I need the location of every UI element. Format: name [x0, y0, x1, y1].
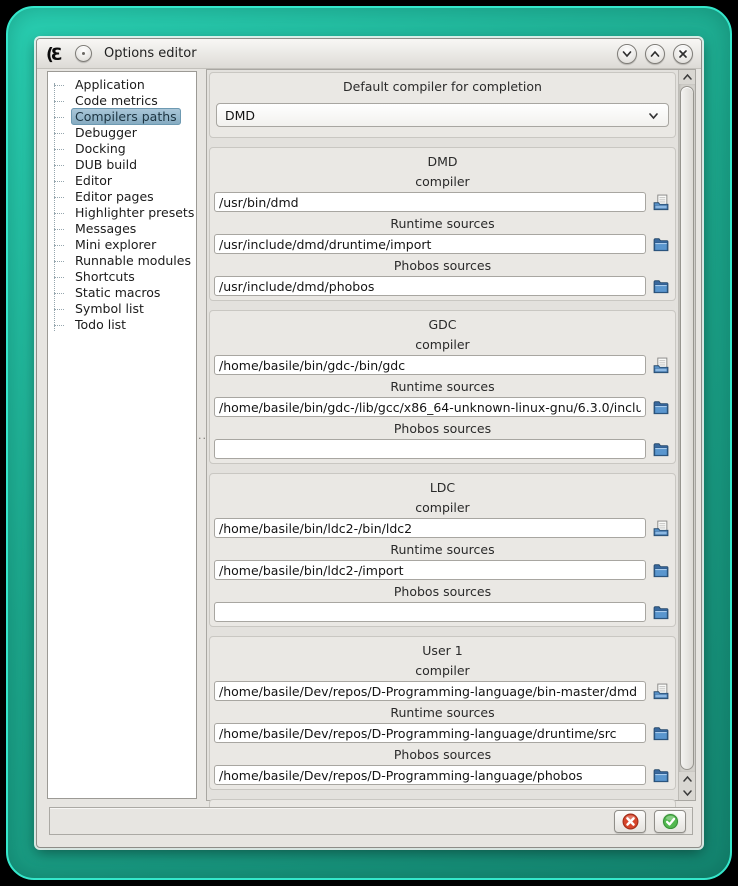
accept-button[interactable] [654, 810, 686, 833]
browse-folder-button[interactable] [651, 277, 670, 295]
sidebar-item-dub-build[interactable] [48, 157, 196, 173]
footer-box [49, 807, 693, 835]
sidebar-item-messages[interactable] [48, 221, 196, 237]
chevron-down-icon [621, 48, 633, 60]
sidebar-item-shortcuts[interactable] [48, 269, 196, 285]
coedit-logo-icon [45, 44, 69, 64]
field-row [214, 276, 671, 296]
field-row [214, 681, 671, 701]
user-1-compiler-input[interactable] [214, 681, 646, 701]
compiler-group-gdc [209, 310, 676, 464]
compilers-paths-panel [207, 70, 678, 800]
gdc-phobos-sources-input[interactable] [214, 439, 646, 459]
field-row [214, 192, 671, 212]
group-title: User 1 [422, 643, 463, 658]
scrollbar-thumb[interactable] [680, 86, 694, 770]
default-compiler-group [209, 72, 676, 138]
field-label-phobos-sources: Phobos sources [393, 421, 492, 436]
open-folder-icon [652, 399, 670, 416]
group-title: Default compiler for completion [343, 79, 542, 94]
open-folder-icon [652, 278, 670, 295]
field-row [214, 234, 671, 254]
dmd-runtime-sources-input[interactable] [214, 234, 646, 254]
minimize-button[interactable] [617, 44, 637, 64]
field-row [214, 355, 671, 375]
field-label-runtime-sources: Runtime sources [390, 705, 495, 720]
sidebar-item-highlighter-presets[interactable] [48, 205, 196, 221]
open-file-icon [652, 357, 670, 374]
chevron-up-icon [682, 72, 693, 82]
footer-bar [37, 805, 701, 847]
browse-file-button[interactable] [651, 356, 670, 374]
open-file-icon [652, 194, 670, 211]
open-folder-icon [652, 562, 670, 579]
sidebar-item-static-macros[interactable] [48, 285, 196, 301]
sidebar-item-label: Symbol list [75, 301, 144, 316]
sidebar-item-label: Debugger [75, 125, 137, 140]
field-label-compiler: compiler [415, 663, 470, 678]
browse-folder-button[interactable] [651, 766, 670, 784]
dmd-phobos-sources-input[interactable] [214, 276, 646, 296]
scroll-up-button-secondary[interactable] [679, 772, 695, 786]
categories-sidebar [47, 71, 197, 799]
chevron-up-icon [649, 48, 661, 60]
accept-icon [662, 813, 679, 830]
browse-folder-button[interactable] [651, 561, 670, 579]
dot-icon [82, 52, 85, 55]
sidebar-item-compilers-paths[interactable] [48, 109, 196, 125]
sidebar-item-docking[interactable] [48, 141, 196, 157]
field-row [214, 518, 671, 538]
compiler-group-dmd [209, 147, 676, 301]
options-editor-window [36, 38, 702, 848]
user-1-phobos-sources-input[interactable] [214, 765, 646, 785]
open-file-icon [652, 520, 670, 537]
vertical-scrollbar[interactable] [678, 70, 695, 800]
scroll-up-button[interactable] [679, 70, 695, 84]
browse-folder-button[interactable] [651, 398, 670, 416]
svg-text:(Ɛ: (Ɛ [46, 44, 60, 65]
cancel-icon [622, 813, 639, 830]
browse-folder-button[interactable] [651, 603, 670, 621]
browse-file-button[interactable] [651, 519, 670, 537]
ldc-runtime-sources-input[interactable] [214, 560, 646, 580]
sidebar-item-label: Mini explorer [75, 237, 157, 252]
default-compiler-select[interactable] [216, 103, 669, 127]
field-label-runtime-sources: Runtime sources [390, 379, 495, 394]
scrollbar-track[interactable] [679, 84, 695, 772]
sidebar-item-symbol-list[interactable] [48, 301, 196, 317]
sidebar-item-label: Highlighter presets [75, 205, 195, 220]
field-label-compiler: compiler [415, 174, 470, 189]
group-title: DMD [427, 154, 458, 169]
browse-folder-button[interactable] [651, 724, 670, 742]
sidebar-item-label: DUB build [75, 157, 138, 172]
chevron-down-icon [647, 109, 660, 122]
sidebar-item-label: Editor pages [75, 189, 154, 204]
sidebar-splitter[interactable] [197, 69, 206, 805]
compiler-group-user-1 [209, 636, 676, 790]
open-folder-icon [652, 767, 670, 784]
field-label-runtime-sources: Runtime sources [390, 542, 495, 557]
gdc-runtime-sources-input[interactable] [214, 397, 646, 417]
group-title: LDC [429, 480, 456, 495]
maximize-button[interactable] [645, 44, 665, 64]
chevron-up-icon [682, 774, 693, 784]
close-button[interactable] [673, 44, 693, 64]
open-folder-icon [652, 604, 670, 621]
sidebar-item-label: Messages [75, 221, 137, 236]
browse-file-button[interactable] [651, 193, 670, 211]
titlebar[interactable] [37, 39, 701, 69]
sidebar-item-label: Docking [75, 141, 126, 156]
field-row [214, 397, 671, 417]
sidebar-item-label: Application [75, 77, 145, 92]
sidebar-item-label: Todo list [75, 317, 127, 332]
cancel-button[interactable] [614, 810, 646, 833]
sidebar-item-runnable-modules[interactable] [48, 253, 196, 269]
sidebar-item-label: Code metrics [75, 93, 158, 108]
sidebar-item-editor-pages[interactable] [48, 189, 196, 205]
sidebar-item-label: Editor [75, 173, 112, 188]
sidebar-item-editor[interactable] [48, 173, 196, 189]
sidebar-item-todo-list[interactable] [48, 317, 196, 333]
sidebar-item-label: Static macros [75, 285, 161, 300]
scroll-down-button[interactable] [679, 786, 695, 800]
splitter-grip-icon: ·· [198, 432, 207, 445]
open-folder-icon [652, 725, 670, 742]
group-title: GDC [428, 317, 457, 332]
ldc-phobos-sources-input[interactable] [214, 602, 646, 622]
open-folder-icon [652, 236, 670, 253]
browse-folder-button[interactable] [651, 235, 670, 253]
field-row [214, 723, 671, 743]
field-row [214, 765, 671, 785]
open-folder-icon [652, 441, 670, 458]
sidebar-item-label: Runnable modules [75, 253, 191, 268]
user-1-runtime-sources-input[interactable] [214, 723, 646, 743]
selected-compiler: DMD [225, 107, 256, 123]
sidebar-item-mini-explorer[interactable] [48, 237, 196, 253]
browse-file-button[interactable] [651, 682, 670, 700]
sidebar-item-debugger[interactable] [48, 125, 196, 141]
gdc-compiler-input[interactable] [214, 355, 646, 375]
browse-folder-button[interactable] [651, 440, 670, 458]
field-row [214, 439, 671, 459]
sidebar-item-code-metrics[interactable] [48, 93, 196, 109]
window-menu-button[interactable] [75, 45, 92, 62]
compiler-group-ldc [209, 473, 676, 627]
field-row [214, 560, 671, 580]
categories-tree [48, 77, 196, 333]
open-file-icon [652, 683, 670, 700]
dmd-compiler-input[interactable] [214, 192, 646, 212]
field-label-compiler: compiler [415, 500, 470, 515]
ldc-compiler-input[interactable] [214, 518, 646, 538]
close-icon [677, 48, 689, 60]
field-label-phobos-sources: Phobos sources [393, 747, 492, 762]
field-label-runtime-sources: Runtime sources [390, 216, 495, 231]
sidebar-item-label: Shortcuts [75, 269, 135, 284]
field-label-compiler: compiler [415, 337, 470, 352]
field-row [214, 602, 671, 622]
field-label-phobos-sources: Phobos sources [393, 258, 492, 273]
window-title: Options editor [104, 46, 197, 61]
chevron-down-icon [682, 788, 693, 798]
sidebar-item-label: Compilers paths [71, 108, 181, 125]
sidebar-item-application[interactable] [48, 77, 196, 93]
field-label-phobos-sources: Phobos sources [393, 584, 492, 599]
